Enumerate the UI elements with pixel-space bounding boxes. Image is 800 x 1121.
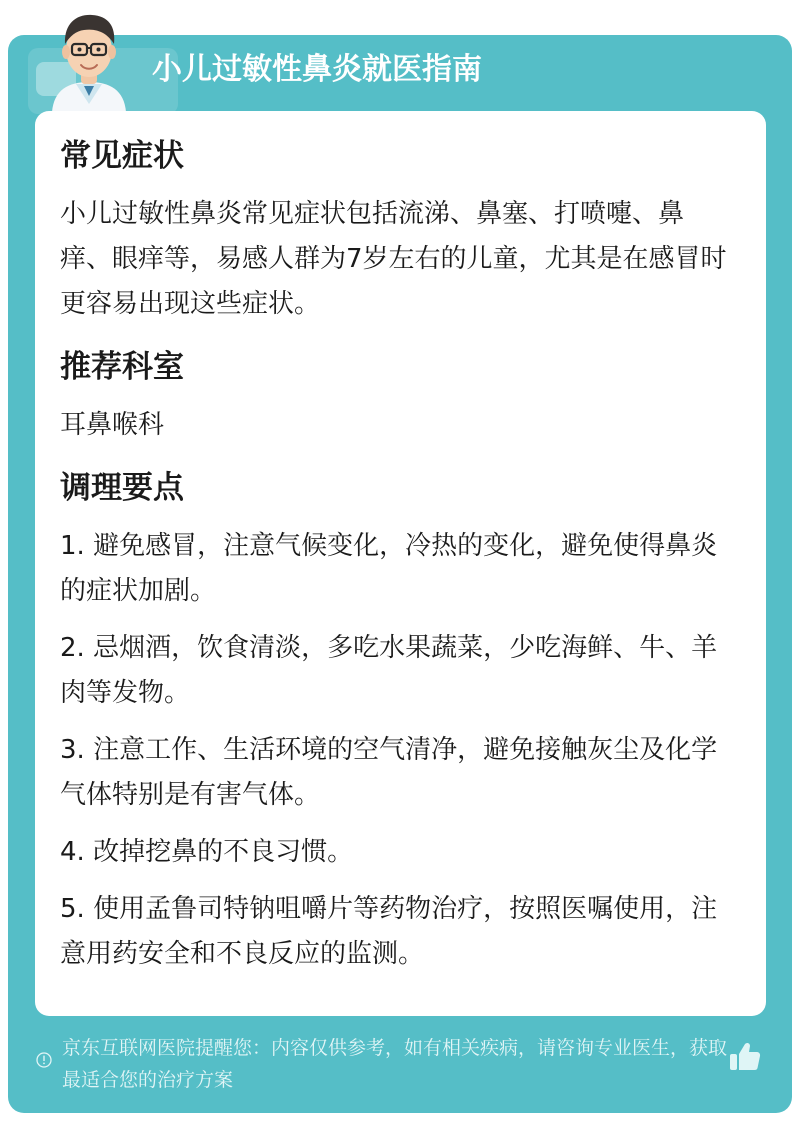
info-icon xyxy=(36,1052,52,1068)
section-title: 常见症状 xyxy=(60,138,184,174)
disclaimer-text: 京东互联网医院提醒您：内容仅供参考，如有相关疾病，请咨询专业医生，获取最适合您的治疗方案 xyxy=(62,1037,728,1091)
section-care-tips xyxy=(60,466,730,977)
doctor-avatar-icon xyxy=(46,6,132,112)
section-title: 调理要点 xyxy=(60,470,184,506)
care-tip-item: 4. 改掉挖鼻的不良习惯。 xyxy=(60,837,354,867)
page-title: 小儿过敏性鼻炎就医指南 xyxy=(152,52,482,87)
thumbs-up-icon[interactable] xyxy=(728,1040,762,1074)
care-tip-item: 3. 注意工作、生活环境的空气清净，避免接触灰尘及化学气体特别是有害气体。 xyxy=(60,735,718,810)
care-tip-item: 1. 避免感冒，注意气候变化，冷热的变化，避免使得鼻炎的症状加剧。 xyxy=(60,531,718,606)
care-tip-item: 5. 使用孟鲁司特钠咀嚼片等药物治疗，按照医嘱使用，注意用药安全和不良反应的监测。 xyxy=(60,894,718,969)
section-symptoms xyxy=(60,134,730,327)
section-paragraph: 耳鼻喉科 xyxy=(60,410,165,440)
content-body xyxy=(60,134,730,977)
care-tip-item: 2. 忌烟酒，饮食清淡，多吃水果蔬菜，少吃海鲜、牛、羊肉等发物。 xyxy=(60,633,718,708)
section-department xyxy=(60,345,730,448)
section-paragraph: 小儿过敏性鼻炎常见症状包括流涕、鼻塞、打喷嚏、鼻痒、眼痒等，易感人群为7岁左右的儿童，尤其是在感冒时更容易出现这些症状。 xyxy=(60,199,727,319)
section-title: 推荐科室 xyxy=(60,349,184,385)
